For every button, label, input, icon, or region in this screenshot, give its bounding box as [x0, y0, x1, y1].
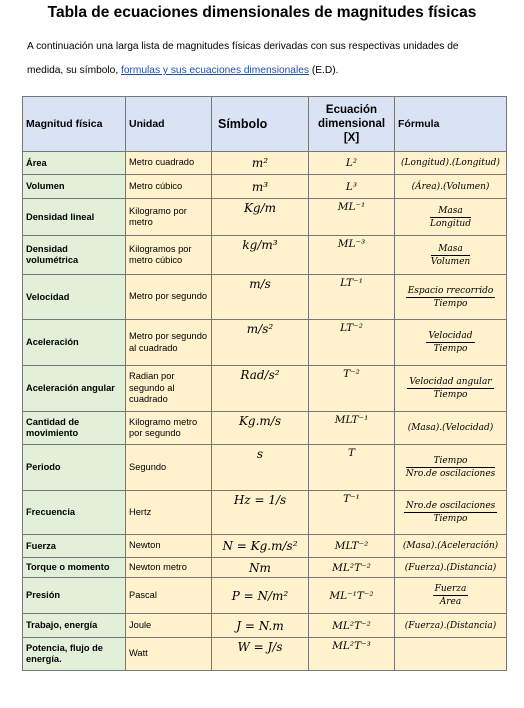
unidad-cell: Segundo [126, 445, 212, 491]
ecuacion-cell: MLT⁻¹ [309, 412, 395, 445]
simbolo-cell: s [212, 445, 309, 491]
ecuacion-cell: ML⁻¹ [309, 199, 395, 236]
simbolo-cell: m/s [212, 275, 309, 320]
formula-cell [395, 199, 507, 236]
table-row [23, 445, 507, 491]
table-row [23, 578, 507, 614]
simbolo-cell: Kg/m [212, 199, 309, 236]
unidad-cell: Radian por segundo al cuadrado [126, 366, 212, 412]
magnitudes-table [22, 96, 507, 671]
simbolo-cell: Nm [212, 558, 309, 578]
formula-fraction [426, 331, 474, 354]
magnitud-cell: Aceleración angular [23, 366, 126, 412]
intro-paragraph [27, 35, 497, 83]
magnitud-cell: Área [23, 152, 126, 175]
ecuacion-cell: ML⁻³ [309, 236, 395, 275]
unidad-cell: Newton [126, 535, 212, 558]
unidad-cell: Pascal [126, 578, 212, 614]
formula-cell [395, 236, 507, 275]
table-row [23, 236, 507, 275]
ecuacion-cell: ML²T⁻³ [309, 638, 395, 671]
formula-cell: (Fuerza).(Distancia) [395, 558, 507, 578]
ecuacion-cell: MLT⁻² [309, 535, 395, 558]
simbolo-cell: N = Kg.m/s² [212, 535, 309, 558]
unidad-cell: Metro cuadrado [126, 152, 212, 175]
formula-cell: (Fuerza).(Distancia) [395, 614, 507, 638]
formula-numerator: Nro.de oscilaciones [405, 501, 496, 511]
table-row [23, 558, 507, 578]
unidad-cell: Kilogramo por metro [126, 199, 212, 236]
table-row [23, 638, 507, 671]
simbolo-cell: Hz = 1/s [212, 491, 309, 535]
formula-cell [395, 445, 507, 491]
formula-denominator: Tiempo [433, 344, 468, 354]
magnitud-cell: Cantidad de movimiento [23, 412, 126, 445]
magnitud-cell: Trabajo, energía [23, 614, 126, 638]
formula-cell [395, 491, 507, 535]
formula-fraction [406, 286, 496, 309]
ecuacion-cell: ML⁻¹T⁻² [309, 578, 395, 614]
formula-cell [395, 320, 507, 366]
formula-numerator: Tiempo [406, 456, 496, 468]
table-row [23, 412, 507, 445]
table-row [23, 275, 507, 320]
formula-numerator: Espacio rrecorrido [407, 285, 494, 296]
header-ecuacion-line2: dimensional [317, 118, 386, 130]
ecuacion-cell: ML²T⁻² [309, 558, 395, 578]
magnitud-cell: Densidad lineal [23, 199, 126, 236]
formula-denominator: Tiempo [433, 390, 468, 400]
table-row [23, 614, 507, 638]
simbolo-cell: P = N/m² [212, 578, 309, 614]
table-row [23, 535, 507, 558]
formula-fraction [404, 501, 498, 524]
table-row [23, 199, 507, 236]
table-row [23, 491, 507, 535]
formula-fraction [430, 206, 471, 229]
unidad-cell: Kilogramo metro por segundo [126, 412, 212, 445]
formula-denominator: Nro.de oscilaciones [405, 469, 496, 479]
magnitud-cell: Periodo [23, 445, 126, 491]
table-row [23, 152, 507, 175]
simbolo-cell: W = J/s [212, 638, 309, 671]
formula-cell [395, 275, 507, 320]
formula-numerator: Velocidad [428, 331, 473, 341]
header-unidad: Unidad [126, 97, 212, 152]
ecuacion-cell: T [309, 445, 395, 491]
formula-cell: (Masa).(Aceleración) [395, 535, 507, 558]
formula-denominator: Tiempo [433, 514, 468, 524]
formula-denominator: Área [439, 597, 462, 607]
unidad-cell: Newton metro [126, 558, 212, 578]
formula-denominator: Volumen [430, 256, 471, 267]
formula-fraction [406, 456, 496, 479]
unidad-cell: Metro por segundo [126, 275, 212, 320]
table-body [23, 152, 507, 671]
formula-fraction [433, 584, 469, 607]
unidad-cell: Metro por segundo al cuadrado [126, 320, 212, 366]
magnitud-cell: Velocidad [23, 275, 126, 320]
magnitud-cell: Torque o momento [23, 558, 126, 578]
formulas-link[interactable]: formulas y sus ecuaciones dimensionales [121, 65, 309, 76]
header-simbolo: Símbolo [212, 97, 309, 152]
header-ecuacion-line1: Ecuación [325, 104, 378, 116]
magnitud-cell: Fuerza [23, 535, 126, 558]
table-row [23, 175, 507, 199]
unidad-cell: Hertz [126, 491, 212, 535]
header-ecuacion [309, 97, 395, 152]
simbolo-cell: m/s² [212, 320, 309, 366]
ecuacion-cell: LT⁻¹ [309, 275, 395, 320]
simbolo-cell: Kg.m/s [212, 412, 309, 445]
header-magnitud: Magnitud física [23, 97, 126, 152]
unidad-cell: Joule [126, 614, 212, 638]
formula-numerator: Masa [431, 244, 470, 256]
simbolo-cell: m³ [212, 175, 309, 199]
formula-denominator: Longitud [429, 218, 471, 229]
unidad-cell: Watt [126, 638, 212, 671]
ecuacion-cell: L² [309, 152, 395, 175]
formula-numerator: Masa [430, 206, 471, 218]
page-title: Tabla de ecuaciones dimensionales de magnitudes físicas [47, 4, 477, 21]
unidad-cell: Kilogramos por metro cúbico [126, 236, 212, 275]
table-row [23, 366, 507, 412]
unidad-cell: Metro cúbico [126, 175, 212, 199]
simbolo-cell: m² [212, 152, 309, 175]
ecuacion-cell: L³ [309, 175, 395, 199]
formula-denominator: Tiempo [433, 298, 468, 309]
ecuacion-cell: T⁻² [309, 366, 395, 412]
formula-cell: (Área).(Volumen) [395, 175, 507, 199]
ecuacion-cell: ML²T⁻² [309, 614, 395, 638]
intro-text-end: (E.D). [309, 65, 339, 76]
formula-cell [395, 638, 507, 671]
simbolo-cell: kg/m³ [212, 236, 309, 275]
formula-cell: (Longitud).(Longitud) [395, 152, 507, 175]
formula-numerator: Velocidad angular [409, 377, 492, 387]
table-header-row [23, 97, 507, 152]
magnitud-cell: Volumen [23, 175, 126, 199]
header-formula: Fórmula [395, 97, 507, 152]
magnitud-cell: Frecuencia [23, 491, 126, 535]
ecuacion-cell: T⁻¹ [309, 491, 395, 535]
ecuacion-cell: LT⁻² [309, 320, 395, 366]
table-row [23, 320, 507, 366]
simbolo-cell: J = N.m [212, 614, 309, 638]
magnitud-cell: Densidad volumétrica [23, 236, 126, 275]
formula-cell: (Masa).(Velocidad) [395, 412, 507, 445]
formula-fraction [431, 244, 470, 267]
formula-fraction [407, 377, 493, 400]
magnitud-cell: Aceleración [23, 320, 126, 366]
formula-cell [395, 366, 507, 412]
header-ecuacion-line3: [X] [343, 132, 360, 144]
simbolo-cell: Rad/s² [212, 366, 309, 412]
formula-numerator: Fuerza [434, 584, 467, 594]
intro-text: A continuación una larga lista de magnitudes físicas derivadas con sus respectivas unidades de medida, su símbolo, [27, 41, 459, 76]
magnitud-cell: Presión [23, 578, 126, 614]
formula-cell [395, 578, 507, 614]
magnitud-cell: Potencia, flujo de energía. [23, 638, 126, 671]
